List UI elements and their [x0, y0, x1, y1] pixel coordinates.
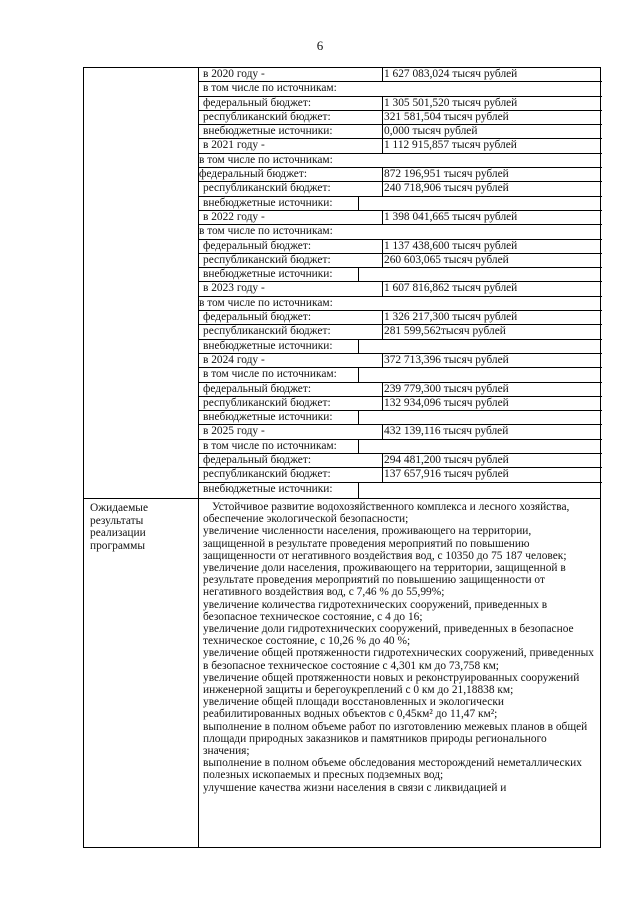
finance-row-label: внебюджетные источники:	[203, 268, 333, 281]
finance-row-label: в 2020 году -	[203, 68, 265, 80]
finance-row-label: федеральный бюджет:	[203, 96, 311, 109]
finance-row	[199, 168, 602, 182]
finance-row-label: внебюджетные источники:	[203, 339, 333, 352]
finance-row-label: в том числе по источникам:	[203, 439, 337, 452]
finance-row-label: федеральный бюджет:	[203, 382, 311, 395]
finance-row-value: 321 581,504 тысяч рублей	[382, 111, 602, 124]
result-item: улучшение качества жизни населения в связи с ликвидацией и	[203, 781, 507, 794]
finance-row	[199, 411, 602, 425]
finance-row-label: в 2022 году -	[203, 210, 265, 223]
finance-row-label: республиканский бюджет:	[203, 325, 331, 338]
finance-row-value: 872 196,951 тысяч рублей	[382, 168, 602, 181]
finance-row	[199, 97, 602, 111]
finance-row	[199, 254, 602, 268]
finance-row-value: 1 607 816,862 тысяч рублей	[382, 282, 602, 295]
finance-row-label: внебюджетные источники:	[203, 482, 333, 495]
finance-row	[199, 197, 602, 211]
result-item: увеличение количества гидротехнических сооружений, приведенных в безопасное техническое состояние, с 4 до 16;	[203, 598, 548, 623]
finance-row	[199, 425, 602, 439]
finance-row-label: внебюджетные источники:	[203, 196, 333, 209]
result-item: увеличение численности населения, проживающего на территории, защищенной в результате проведения мероприятий по повышению защищенности от негативного воздействия вод, с 10350 до 75 187 человек;	[203, 525, 567, 562]
financing-table	[199, 68, 602, 497]
finance-row-label: в том числе по источникам:	[199, 296, 333, 309]
finance-row	[199, 225, 602, 239]
finance-row-label: республиканский бюджет:	[203, 253, 331, 266]
finance-row	[199, 311, 602, 325]
finance-row-label: в 2021 году -	[203, 139, 265, 152]
finance-row-label: в 2023 году -	[203, 282, 265, 295]
finance-row	[199, 440, 602, 454]
finance-row-value: 240 718,906 тысяч рублей	[382, 182, 602, 195]
finance-row	[199, 354, 602, 368]
page-number: 6	[316, 38, 324, 53]
finance-row-value: 1 305 501,520 тысяч рублей	[382, 97, 602, 110]
finance-row-label: республиканский бюджет:	[203, 182, 331, 195]
finance-row	[199, 297, 602, 311]
finance-row-label: в 2025 году -	[203, 425, 265, 438]
finance-row-label: в том числе по источникам:	[203, 82, 337, 95]
finance-row-label: внебюджетные источники:	[203, 125, 333, 138]
finance-row-value: 1 326 217,300 тысяч рублей	[382, 311, 602, 324]
row-divider	[84, 498, 600, 499]
finance-row-label: республиканский бюджет:	[203, 110, 331, 123]
finance-row-value: 1 112 915,857 тысяч рублей	[382, 139, 602, 152]
finance-row-value: 1 627 083,024 тысяч рублей	[382, 68, 602, 81]
finance-row-value: 137 657,916 тысяч рублей	[382, 468, 602, 481]
finance-row-value: 0,000 тысяч рублей	[382, 125, 602, 138]
finance-row-value: 1 398 041,665 тысяч рублей	[382, 211, 602, 224]
finance-row-value: 281 599,562тысяч рублей	[382, 325, 602, 338]
finance-row-value: 294 481,200 тысяч рублей	[382, 454, 602, 467]
finance-row-label: в том числе по источникам:	[199, 225, 333, 238]
finance-row	[199, 211, 602, 225]
finance-row	[199, 268, 602, 282]
finance-row	[199, 111, 602, 125]
result-item: увеличение доли гидротехнических сооружений, приведенных в безопасное техническое состояние, с 10,26 % до 40 %;	[203, 623, 574, 648]
finance-row	[199, 82, 602, 96]
finance-row	[199, 454, 602, 468]
finance-row-label: республиканский бюджет:	[203, 468, 331, 481]
finance-row	[199, 154, 602, 168]
result-item: увеличение доли населения, проживающего на территории, защищенной в результате проведения мероприятий по повышению защищенности от негативного воздействия вод, с 7,46 % до 55,99%;	[203, 562, 566, 599]
finance-row	[199, 139, 602, 153]
result-item: увеличение общей площади восстановленных и экологически реабилитированных водных объектов с 0,45км² до 11,47 км²;	[203, 696, 504, 721]
finance-row-label: внебюджетные источники:	[203, 411, 333, 424]
finance-row-label: федеральный бюджет:	[203, 239, 311, 252]
finance-row-value: 132 934,096 тысяч рублей	[382, 397, 602, 410]
finance-row	[199, 125, 602, 139]
result-item: увеличение общей протяженности гидротехнических сооружений, приведенных в безопасное техническое состояние с 4,301 км до 73,758 км;	[203, 647, 594, 672]
finance-row-label: в том числе по источникам:	[199, 153, 333, 166]
finance-row	[199, 68, 602, 82]
finance-row-value: 239 779,300 тысяч рублей	[382, 383, 602, 396]
result-item: увеличение общей протяженности новых и реконструированных сооружений инженерной защиты и берегоукреплений с 0 км до 21,18838 км;	[203, 671, 580, 697]
result-item: выполнение в полном объеме работ по изготовлению межевых планов в общей площади природных заказников и памятников природы регионального значения;	[203, 720, 588, 758]
result-item: выполнение в полном объеме обследования месторождений неметаллических полезных ископаемых и пресных подземных вод;	[203, 757, 582, 782]
finance-row	[199, 368, 602, 382]
finance-row-value: 260 603,065 тысяч рублей	[382, 254, 602, 267]
result-item: Устойчивое развитие водохозяйственного комплекса и лесного хозяйства, обеспечение экологической безопасности;	[203, 501, 570, 526]
finance-row	[199, 383, 602, 397]
finance-row-value: 432 139,116 тысяч рублей	[382, 425, 602, 438]
finance-row	[199, 340, 602, 354]
finance-row-label: республиканский бюджет:	[203, 396, 331, 409]
finance-row	[199, 468, 602, 482]
finance-row-label: федеральный бюджет:	[203, 454, 311, 467]
finance-row-value: 1 137 438,600 тысяч рублей	[382, 240, 602, 253]
finance-row	[199, 282, 602, 296]
expected-results-label: Ожидаемые результаты реализации программы	[90, 502, 149, 552]
finance-row-label: федеральный бюджет:	[199, 168, 307, 181]
finance-row-label: в том числе по источникам:	[203, 368, 337, 381]
finance-row	[199, 240, 602, 254]
expected-results-text	[203, 501, 595, 794]
finance-row	[199, 325, 602, 339]
finance-row-label: федеральный бюджет:	[203, 311, 311, 324]
finance-row	[199, 483, 602, 497]
finance-row	[199, 182, 602, 196]
program-table	[83, 67, 601, 848]
finance-row-value: 372 713,396 тысяч рублей	[382, 354, 602, 367]
finance-row	[199, 397, 602, 411]
finance-row-label: в 2024 году -	[203, 353, 265, 366]
